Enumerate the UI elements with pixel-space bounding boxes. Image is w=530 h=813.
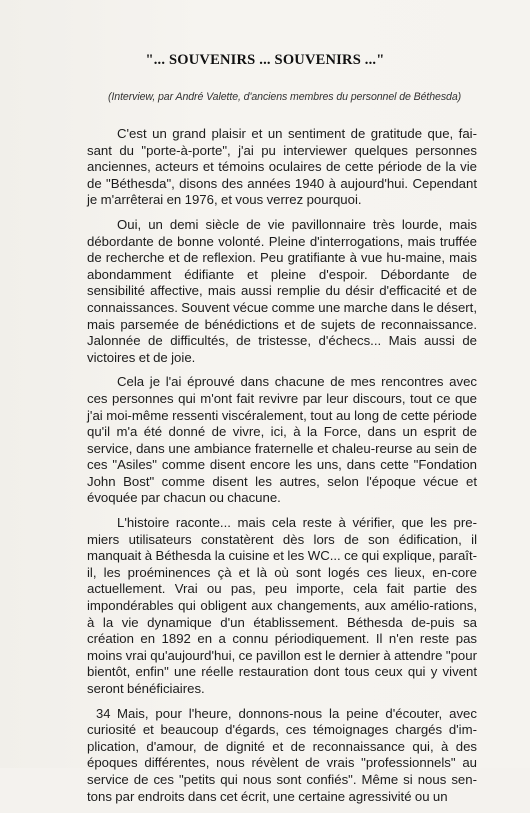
- paragraph-3: Cela je l'ai éprouvé dans chacune de mes rencontres avec ces personnes qui m'ont fait revivre par leur discours, tout ce que j'ai moi-même ressenti viscéralement, tout au long de cette période qu'il m'a été donné de vivre, ici, à la Force, dans un esprit de service, dans une ambiance fraternelle et chaleu-reurse au sein de ces "Asiles" comme disent encore les uns, dans cette "Fondation John Bost" comme disent les autres, selon l'époque vécue et évoquée par chacun ou chacune.: [87, 374, 477, 506]
- paragraph-4: L'histoire raconte... mais cela reste à vérifier, que les pre-miers utilisateurs constatèrent dès lors de son édification, il manquait à Béthesda la cuisine et les WC... ce qui explique, paraît-il, les proéminences çà et là où sont logés ces lieux, en-core actuellement. Vrai ou pas, peu importe, cela fait partie des impondérables qui obligent aux changements, aux amélio-rations, à la vie dynamique d'un établissement. Béthesda de-puis sa création en 1892 en a connu périodiquement. Il n'en reste pas moins vrai qu'aujourd'hui, ce pavillon est le dernier à attendre "pour bientôt, enfin" une réelle restauration dont tous ceux qui y vivent seront bénéficiaires.: [87, 515, 477, 696]
- paragraph-1: C'est un grand plaisir et un sentiment de gratitude que, fai-sant du "porte-à-porte", j'ai pu interviewer quelques personnes anciennes, acteurs et témoins oculaires de cette période de la vie de "Béthesda", disons des années 1940 à aujourd'hui. Cependant je m'arrêterai en 1976, et vous verrez pourquoi.: [87, 126, 477, 208]
- body-text: [87, 126, 477, 813]
- page-number: 34: [96, 706, 111, 721]
- paragraph-5: Mais, pour l'heure, donnons-nous la peine d'écouter, avec curiosité et beaucoup d'égards, ces témoignages chargés d'im-plication, d'amour, de dignité et de reconnaissance qui, à des époques différentes, nous révèlent de vrais "professionnels" au service de ces "petits qui nous sont confiés". Même si nous sen-tons par endroits dans cet écrit, une certaine agressivité ou un: [87, 705, 477, 804]
- interview-subtitle: (Interview, par André Valette, d'anciens membres du personnel de Béthesda): [108, 91, 462, 103]
- page-title: "... SOUVENIRS ... SOUVENIRS ...": [145, 52, 385, 68]
- paragraph-2: Oui, un demi siècle de vie pavillonnaire très lourde, mais débordante de bonne volonté. Pleine d'interrogations, mais truffée de recherche et de reflexion. Peu gratifiante à vue hu-maine, mais abondamment édifiante et pleine d'espoir. Débordante de sensibilité affective, mais aussi remplie du désir d'efficacité et de connaissances. Souvent vécue comme une marche dans le désert, mais parsemée de bénédictions et de sujets de reconnaissance. Jalonnée de difficultés, de tristesse, d'échecs... Mais aussi de victoires et de joie.: [87, 216, 477, 365]
